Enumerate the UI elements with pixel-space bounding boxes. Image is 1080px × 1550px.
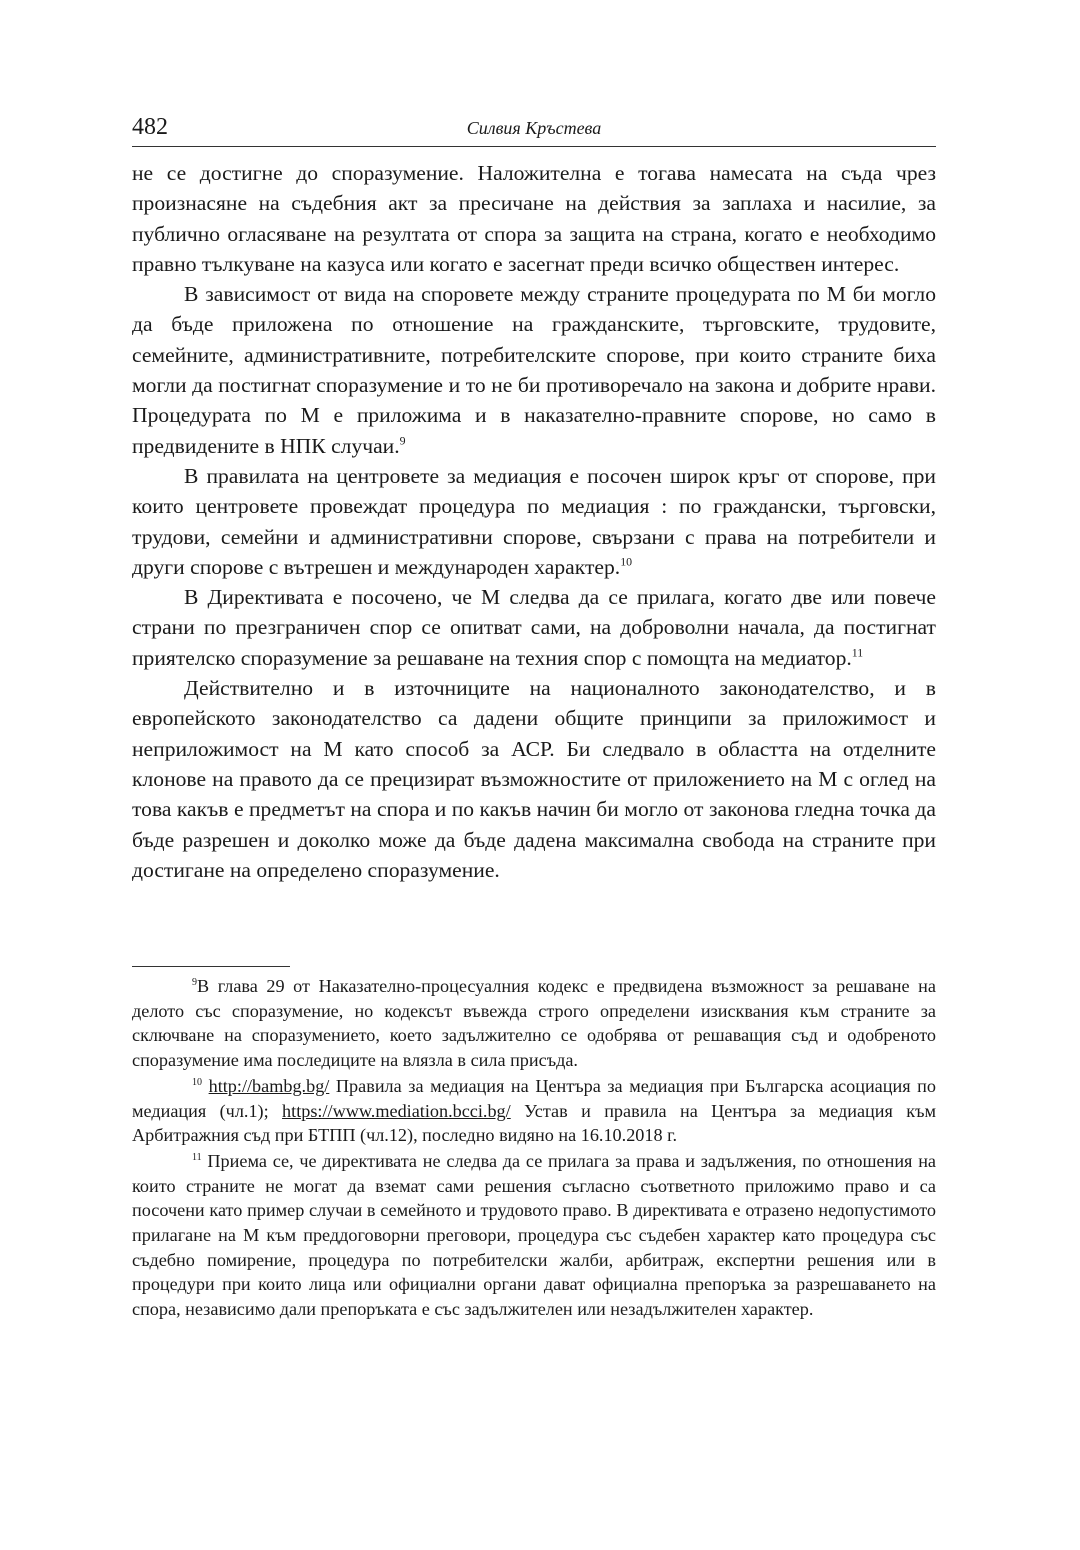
footnote-text: Устав и правила на Центъра за медиация към Арбитражния съд при БТПП (чл.12), последно видяно на 16.10.2018 г. bbox=[132, 1100, 937, 1146]
footnote-9 bbox=[132, 974, 936, 1073]
footnote-text: В глава 29 от Наказателно-процесуалния кодекс е предвидена възможност за решаване на делото със споразумение, но кодексът въвежда строго определени изисквания към страните за сключване на споразумението, което задължително се одобрява от решаващия съд и одобреното споразумение има последиците на влязла в сила присъда. bbox=[132, 976, 936, 1071]
paragraph-text: В правилата на центровете за медиация е посочен широк кръг от спорове, при които центровете провеждат процедура по медиация : по граждански, търговски, трудови, семейни и административни спорове, свързани с права на потребители и други спорове с вътрешен и международен характер. bbox=[132, 463, 936, 579]
body-text bbox=[132, 158, 936, 885]
footnote-10 bbox=[132, 1074, 936, 1148]
footnote-ref[interactable]: 11 bbox=[851, 645, 864, 660]
footnote-text: Правила за медиация на Центъра за медиация при Българска асоциация по медиация (чл.1); bbox=[132, 1075, 936, 1121]
paragraph bbox=[132, 279, 936, 461]
footnote-mark: 10 bbox=[192, 1076, 202, 1088]
paragraph-text: Действително и в източниците на националното законодателство, и в европейското законодателство са дадени общите принципи за приложимост и неприложимост на М като способ за АСР. Би следвало в областта на отделните клонове на правото да се прецизират възможностите от приложението на М с оглед на това какъв е предметът на спора и по какъв начин би могло от законова гледна точка да бъде разрешен и доколко може да бъде дадена максимална свобода на страните при достигане на определено споразумение. bbox=[132, 676, 936, 882]
page-number: 482 bbox=[132, 114, 168, 140]
link-bambg[interactable]: http://bambg.bg/ bbox=[208, 1075, 330, 1096]
footnote-separator bbox=[132, 966, 290, 967]
page-header bbox=[132, 112, 936, 147]
paragraph-text: В зависимост от вида на споровете между страните процедурата по М би могло да бъде приложена по отношение на гражданските, търговските, трудовите, семейните, административните, потребителските спорове, при които страните биха могли да постигнат споразумение и то не би противоречало на закона и добрите нрави. Процедурата по М е приложима и в наказателно-правните спорове, но само в предвидените в НПК случаи. bbox=[132, 282, 936, 458]
paragraph-text: не се достигне до споразумение. Наложителна е тогава намесата на съда чрез произнасяне на съдебния акт за пресичане на действия за заплаха и насилие, за публично огласяване на резултата от спора за защита на страна, когато е необходимо правно тълкуване на казуса или когато е засегнат преди всичко обществен интерес. bbox=[132, 161, 936, 276]
footnote-11 bbox=[132, 1149, 936, 1322]
footnote-ref[interactable]: 10 bbox=[620, 554, 633, 569]
footnote-text: Приема се, че директивата не следва да се прилага за права и задължения, по отношения на които страните не могат да вземат сами решения съгласно съответното приложимо право и са посочени като пример случаи в семейното и трудовото право. В директивата е отразено недопустимото прилагане на М към преддоговорни преговори, процедура със съдебен характер като процедура със съдебно помирение, процедура по потребителски жалби, арбитраж, експертни решения или в процедури при които лица или официални органи дават официална препоръка за разрешаването на спора, независимо дали препоръката е със задължителен или незадължителен характер. bbox=[132, 1150, 937, 1320]
paragraph-text: В Директивата е посочено, че М следва да се прилага, когато две или повече страни по презграничен спор се опитват сами, на доброволни начала, да постигнат приятелско споразумение за решаване на техния спор с помощта на медиатор. bbox=[132, 585, 936, 670]
running-head: Силвия Кръстева bbox=[466, 118, 602, 138]
paragraph bbox=[132, 673, 936, 885]
footnotes bbox=[132, 974, 936, 1323]
footnote-ref[interactable]: 9 bbox=[399, 433, 406, 448]
paragraph bbox=[132, 461, 936, 582]
footnote-mark: 11 bbox=[192, 1151, 202, 1163]
link-mediation-bcci[interactable]: https://www.mediation.bcci.bg/ bbox=[282, 1100, 511, 1121]
footnote-mark: 9 bbox=[192, 977, 197, 988]
paragraph bbox=[132, 582, 936, 673]
paragraph bbox=[132, 158, 936, 279]
